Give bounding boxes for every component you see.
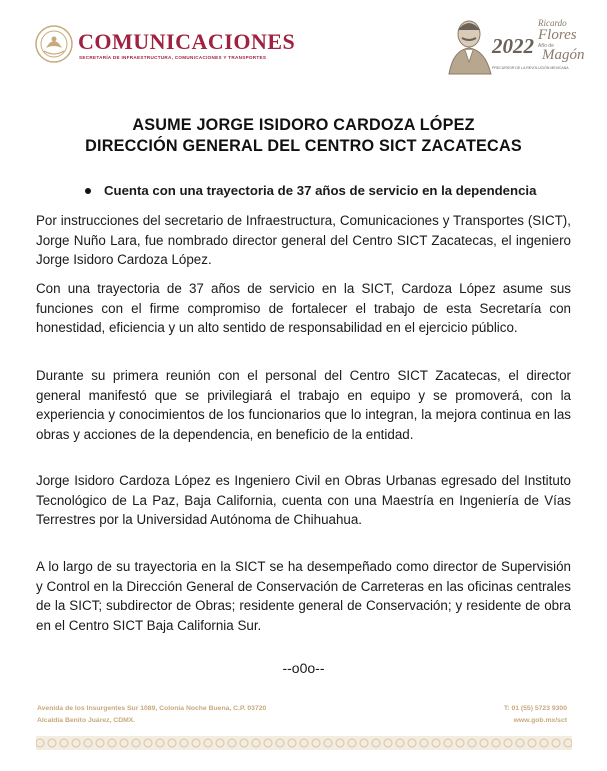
headline-line-2: DIRECCIÓN GENERAL DEL CENTRO SICT ZACATECAS [85, 137, 522, 155]
headline-line-1: ASUME JORGE ISIDORO CARDOZA LÓPEZ [132, 116, 475, 134]
year-badge-year: 2022 [492, 34, 534, 58]
year-badge-name-last: Magón [542, 47, 585, 63]
footer-phone: T: 01 (55) 5723 9300 [503, 705, 567, 712]
footer-decorative-band [36, 736, 572, 750]
year-badge-caption: PRECURSOR DE LA REVOLUCIÓN MEXICANA [492, 66, 569, 70]
closing-mark: --o0o-- [282, 660, 325, 676]
org-title: COMUNICACIONES [78, 29, 296, 54]
year-badge-anio: Año de [538, 43, 554, 49]
paragraph-5: A lo largo de su trayectoria en la SICT se ha desempeñado como director de Supervisión y Control en la Dirección General de Conservación de Carreteras en las oficinas centrales de la SICT; subdirector de Obras; residente general de Conservación; y residente de obra en el Centro SICT Baja California Sur. [36, 559, 571, 633]
paragraph-1: Por instrucciones del secretario de Infraestructura, Comunicaciones y Transportes (SICT), Jorge Nuño Lara, fue nombrado director general del Centro SICT Zacatecas, el ingeniero Jorge Isidoro Cardoza López. [36, 213, 571, 268]
footer-address-line-2: Alcaldía Benito Juárez, CDMX. [37, 717, 136, 724]
paragraph-4: Jorge Isidoro Cardoza López es Ingeniero Civil en Obras Urbanas egresado del Instituto Tecnológico de La Paz, Baja California, cuenta con una Maestría en Ingeniería de Vías Terrestres por la Universidad Autónoma de Chihuahua. [36, 473, 571, 528]
highlight-bullet: Cuenta con una trayectoria de 37 años de servicio en la dependencia [104, 183, 537, 198]
org-subtitle: SECRETARÍA DE INFRAESTRUCTURA, COMUNICACIONES Y TRANSPORTES [79, 55, 267, 60]
year-badge-name-first: Ricardo [538, 18, 567, 28]
footer-address-line-1: Avenida de los Insurgentes Sur 1089, Colonia Noche Buena, C.P. 03720 [37, 705, 267, 712]
paragraph-2: Con una trayectoria de 37 años de servicio en la SICT, Cardoza López asume sus funciones con el firme compromiso de fortalecer el trabajo de esta Secretaría con honestidad, eficiencia y un alto sentido de responsabilidad en el ejercicio público. [36, 281, 571, 336]
paragraph-3: Durante su primera reunión con el personal del Centro SICT Zacatecas, el director general manifestó que se privilegiará el trabajo en equipo y se promoverá, con la experiencia y conocimientos de los funcionarios que lo integran, la mejora continua en las obras y acciones de la dependencia, en beneficio de la entidad. [36, 368, 571, 442]
bullet-dot-icon [85, 188, 91, 194]
coat-of-arms-logo [34, 24, 74, 64]
year-badge-name-middle: Flores [538, 27, 577, 43]
footer-website[interactable]: www.gob.mx/sct [513, 717, 567, 724]
